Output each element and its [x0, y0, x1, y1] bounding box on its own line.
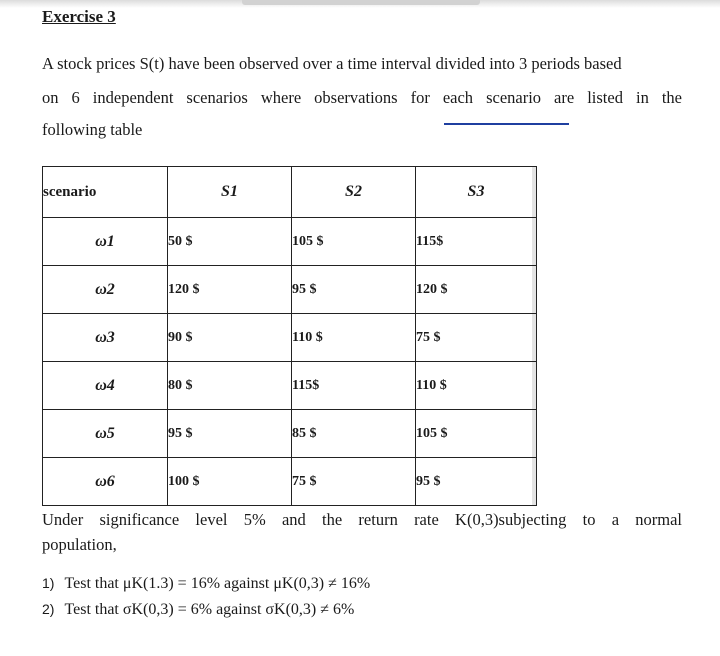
s2-cell: 75 $: [292, 458, 416, 506]
scenario-cell: ω6: [43, 458, 168, 506]
s1-cell: 95 $: [168, 410, 292, 458]
question-1: [42, 575, 370, 593]
s2-cell: 110 $: [292, 314, 416, 362]
table-row: [43, 218, 537, 266]
s3-cell: 120 $: [416, 266, 537, 314]
intro-line-1: A stock prices S(t) have been observed over a time interval divided into 3 periods based: [42, 54, 622, 73]
s1-cell: 90 $: [168, 314, 292, 362]
question-text: Test that μK(1.3) = 16% against μK(0,3) ≠ 16%: [64, 575, 371, 592]
table-row: [43, 362, 537, 410]
s3-cell: 110 $: [416, 362, 537, 410]
question-2: [42, 601, 354, 619]
s2-cell: 85 $: [292, 410, 416, 458]
scenario-cell: ω1: [43, 218, 168, 266]
s1-cell: 50 $: [168, 218, 292, 266]
s1-cell: 100 $: [168, 458, 292, 506]
table-row: [43, 410, 537, 458]
scenario-cell: ω3: [43, 314, 168, 362]
s3-cell: 95 $: [416, 458, 537, 506]
question-number: 2): [42, 601, 55, 617]
annotation-underline: [444, 123, 569, 125]
scenario-cell: ω5: [43, 410, 168, 458]
scenario-cell: ω4: [43, 362, 168, 410]
table-row: [43, 458, 537, 506]
intro-line-3: following table: [42, 120, 143, 139]
s1-cell: 120 $: [168, 266, 292, 314]
s2-cell: 115$: [292, 362, 416, 410]
intro-line-2: on 6 independent scenarios where observations for each scenario are listed in the: [42, 88, 682, 107]
question-number: 1): [42, 575, 55, 591]
conditions-line-2: population,: [42, 535, 117, 554]
s1-cell: 80 $: [168, 362, 292, 410]
header-s2: S2: [292, 167, 416, 218]
s3-cell: 115$: [416, 218, 537, 266]
conditions-line-1: Under significance level 5% and the return rate K(0,3)subjecting to a normal: [42, 510, 682, 529]
table-row: [43, 266, 537, 314]
header-scenario: scenario: [43, 167, 168, 218]
header-s3: S3: [416, 167, 537, 218]
scenario-cell: ω2: [43, 266, 168, 314]
s2-cell: 105 $: [292, 218, 416, 266]
exercise-title: Exercise 3: [42, 7, 116, 26]
question-text: Test that σK(0,3) = 6% against σK(0,3) ≠ 6%: [64, 601, 355, 618]
header-s1: S1: [168, 167, 292, 218]
s2-cell: 95 $: [292, 266, 416, 314]
s3-cell: 75 $: [416, 314, 537, 362]
window-top-tab: [242, 0, 480, 5]
table-row: [43, 314, 537, 362]
scenario-table: [42, 166, 537, 506]
s3-cell: 105 $: [416, 410, 537, 458]
table-header-row: [43, 167, 537, 218]
